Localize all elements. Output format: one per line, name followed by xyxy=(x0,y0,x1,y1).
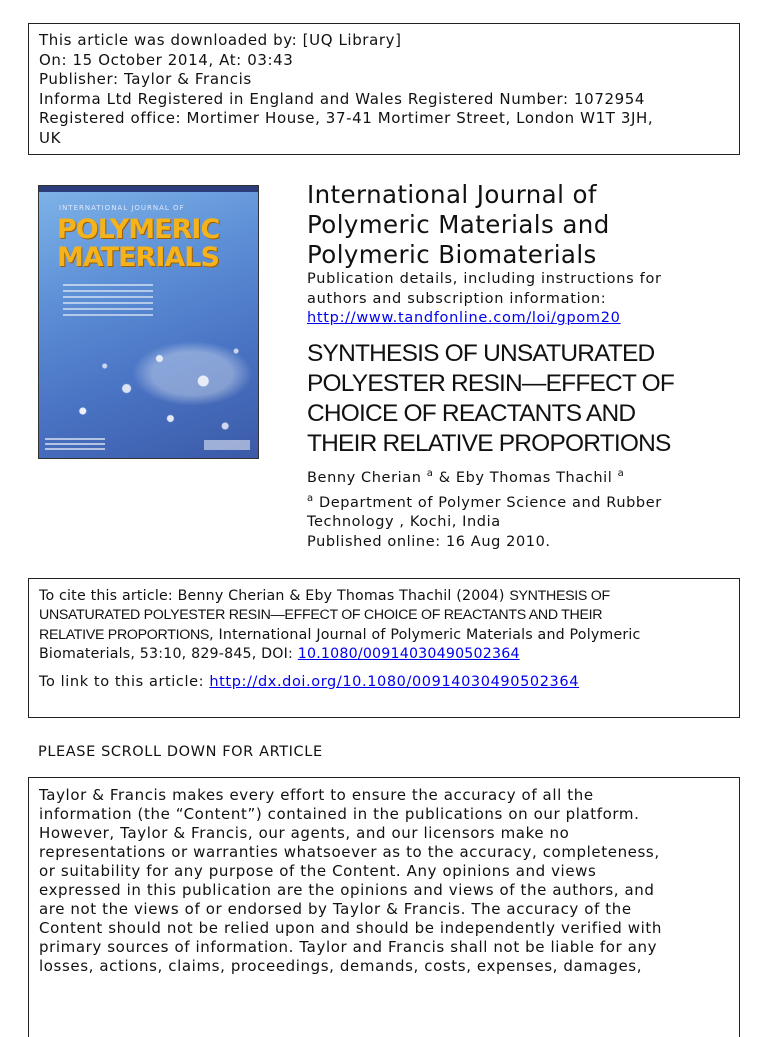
download-line: Registered office: Mortimer House, 37-41 Mortimer Street, London W1T 3JH, xyxy=(39,109,654,127)
pub-details-line: Publication details, including instructions for xyxy=(307,271,662,287)
cover-title-line: MATERIALS xyxy=(57,242,219,273)
article-title-line: POLYESTER RESIN—EFFECT OF xyxy=(307,369,675,397)
affiliation-text: Department of Polymer Science and Rubber xyxy=(313,495,662,512)
citation-line xyxy=(39,606,729,625)
authors-line xyxy=(307,463,747,489)
citation-line xyxy=(39,626,729,645)
disclaimer-line: Content should not be relied upon and should be independently verified with xyxy=(39,919,662,937)
article-link-line xyxy=(39,672,729,692)
citation-title: RELATIVE PROPORTIONS xyxy=(39,626,210,643)
cover-header-text: INTERNATIONAL JOURNAL OF xyxy=(59,204,185,212)
citation-title: SYNTHESIS OF xyxy=(509,588,610,604)
affiliation-line xyxy=(307,488,747,514)
affiliation-mark: a xyxy=(426,467,434,479)
citation-details: Biomaterials, 53:10, 829-845, DOI: xyxy=(39,645,298,662)
citation-box xyxy=(28,578,740,718)
author-separator: & xyxy=(433,469,456,486)
article-doi-url-link[interactable]: http://dx.doi.org/10.1080/00914030490502364 xyxy=(209,674,580,691)
cover-title-line: POLYMERIC xyxy=(57,214,220,245)
pub-details-line: authors and subscription information: xyxy=(307,290,607,307)
disclaimer-line: expressed in this publication are the opinions and views of the authors, and xyxy=(39,881,655,899)
disclaimer-line: are not the views of or endorsed by Taylor & Francis. The accuracy of the xyxy=(39,900,632,918)
disclaimer-line: information (the “Content”) contained in the publications on our platform. xyxy=(39,805,640,823)
cover-editor-text xyxy=(45,438,105,450)
cover-publisher-logo xyxy=(204,440,250,450)
disclaimer-line: or suitability for any purpose of the Content. Any opinions and views xyxy=(39,862,597,880)
download-line: UK xyxy=(39,128,62,147)
article-title-line: THEIR RELATIVE PROPORTIONS xyxy=(307,429,671,457)
article-title-line: SYNTHESIS OF UNSATURATED xyxy=(307,339,655,367)
disclaimer-box xyxy=(28,777,740,1037)
journal-title-line: International Journal of xyxy=(307,180,597,209)
published-date: Published online: 16 Aug 2010. xyxy=(307,534,551,551)
article-link-label: To link to this article: xyxy=(39,674,210,691)
disclaimer-line: representations or warranties whatsoever as to the accuracy, completeness, xyxy=(39,843,660,861)
cover-pellets-graphic xyxy=(39,306,258,456)
download-notice-box xyxy=(28,23,740,155)
scroll-down-notice: PLEASE SCROLL DOWN FOR ARTICLE xyxy=(38,744,323,760)
article-title-line: CHOICE OF REACTANTS AND xyxy=(307,399,636,427)
journal-url-link[interactable]: http://www.tandfonline.com/loi/gpom20 xyxy=(307,310,621,326)
affiliation-mark: a xyxy=(307,493,314,505)
author-name: Eby Thomas Thachil xyxy=(455,469,613,486)
citation-title: UNSATURATED POLYESTER RESIN—EFFECT OF CHOICE OF REACTANTS AND THEIR xyxy=(39,607,603,624)
download-line: On: 15 October 2014, At: 03:43 xyxy=(39,50,294,69)
doi-link[interactable]: 10.1080/00914030490502364 xyxy=(297,645,520,662)
citation-line xyxy=(39,645,729,664)
disclaimer-line: However, Taylor & Francis, our agents, and our licensors make no xyxy=(39,824,570,842)
disclaimer-line: primary sources of information. Taylor and Francis shall not be liable for any xyxy=(39,938,658,956)
affiliation-mark: a xyxy=(617,467,625,479)
author-name: Benny Cherian xyxy=(307,469,422,486)
journal-title-line: Polymeric Materials and xyxy=(307,210,610,239)
citation-prefix: To cite this article: Benny Cherian & Eby Thomas Thachil (2004) xyxy=(39,588,510,604)
download-line: Informa Ltd Registered in England and Wales Registered Number: 1072954 xyxy=(39,89,646,108)
journal-cover-image xyxy=(38,185,259,459)
download-line: This article was downloaded by: [UQ Library] xyxy=(39,31,402,49)
citation-line xyxy=(39,587,729,606)
journal-info xyxy=(307,180,747,553)
cover-top-band xyxy=(39,186,258,192)
journal-title-line: Polymeric Biomaterials xyxy=(307,240,597,269)
disclaimer-line: Taylor & Francis makes every effort to ensure the accuracy of all the xyxy=(39,786,594,804)
citation-journal: , International Journal of Polymeric Materials and Polymeric xyxy=(209,626,641,643)
affiliation-line: Technology , Kochi, India xyxy=(307,514,501,531)
download-line: Publisher: Taylor & Francis xyxy=(39,70,252,88)
disclaimer-line: losses, actions, claims, proceedings, demands, costs, expenses, damages, xyxy=(39,957,643,975)
